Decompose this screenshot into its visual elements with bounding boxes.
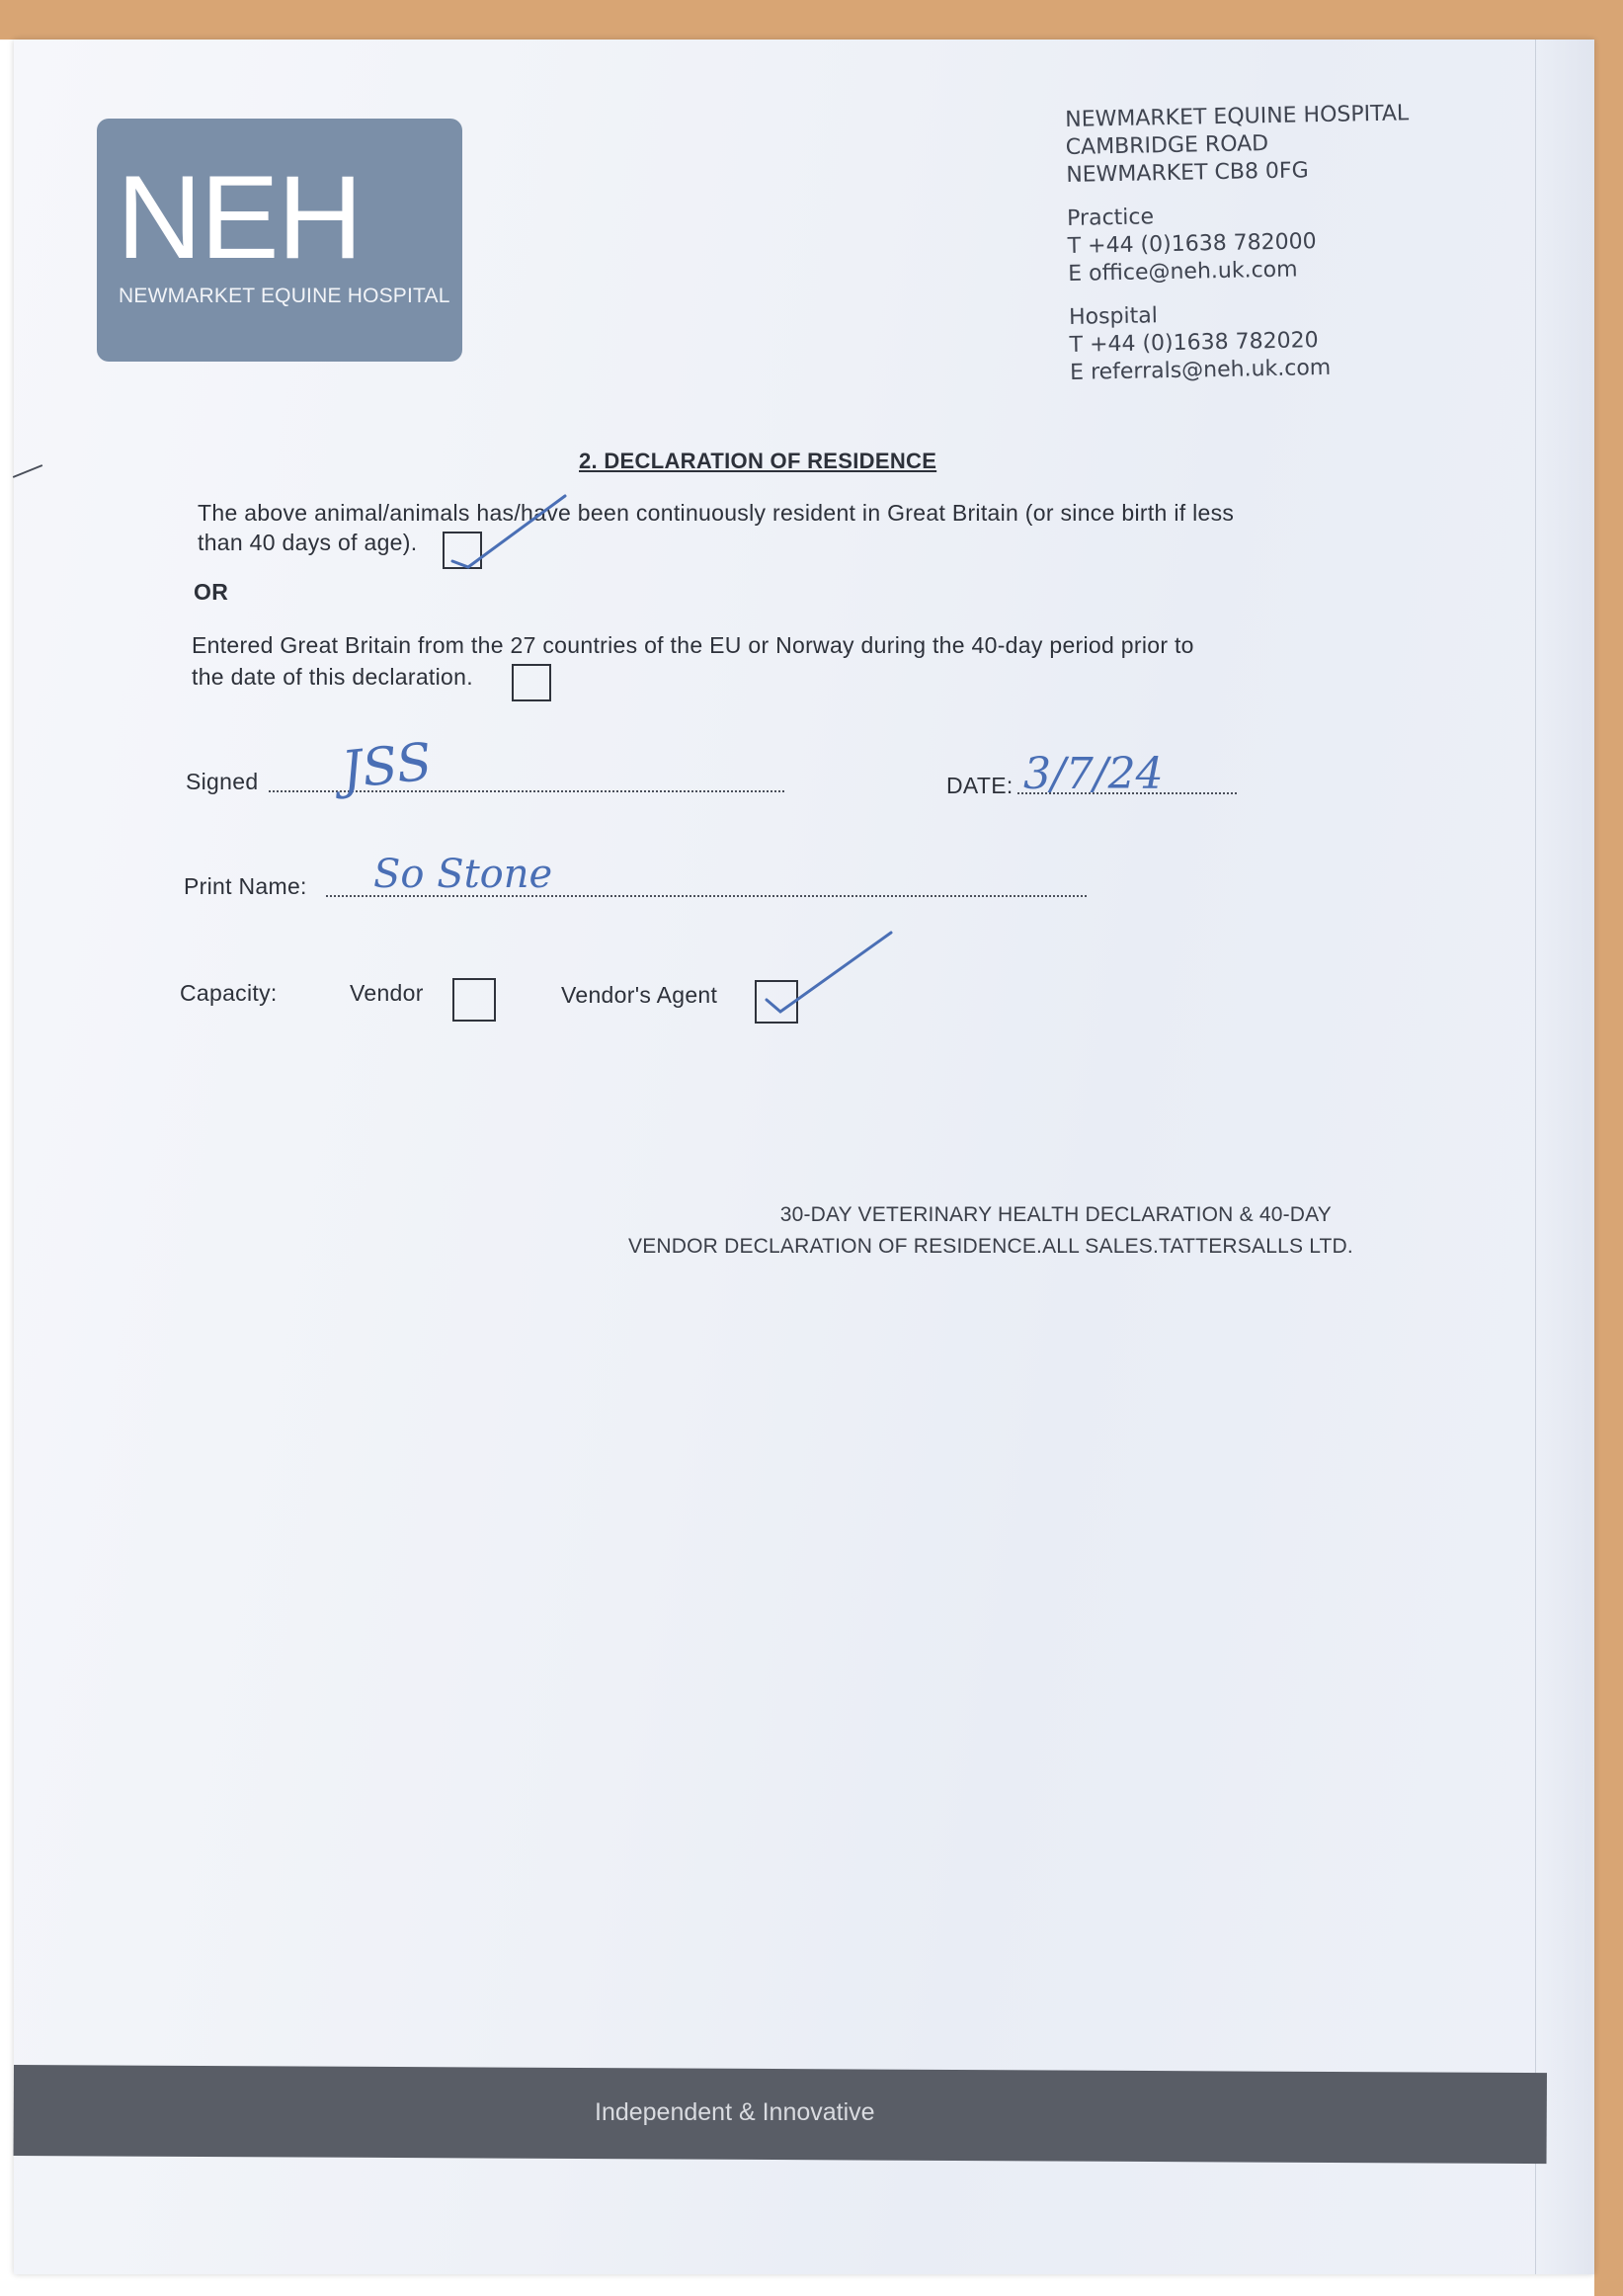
hospital-email: E referrals@neh.uk.com <box>1069 355 1332 385</box>
town: NEWMARKET CB8 0FG <box>1066 158 1309 188</box>
date-handwriting: 3/7/24 <box>1023 749 1164 799</box>
hospital-label: Hospital <box>1068 303 1159 330</box>
hospital-contact <box>1069 297 1415 387</box>
section-heading: 2. DECLARATION OF RESIDENCE <box>579 449 937 473</box>
vendor-label: Vendor <box>350 980 424 1006</box>
form-reference-line2: VENDOR DECLARATION OF RESIDENCE.ALL SALES.TATTERSALLS LTD. <box>628 1235 1353 1258</box>
table-edge-right <box>1594 0 1623 2296</box>
print-name-label: Print Name: <box>184 873 307 899</box>
sheet-fold-line <box>1535 40 1536 2274</box>
vendors-agent-label: Vendor's Agent <box>561 982 718 1008</box>
postal-address <box>1065 100 1411 190</box>
signed-label: Signed <box>186 769 259 794</box>
address-block <box>1065 100 1415 403</box>
or-separator: OR <box>194 579 229 605</box>
option2-line2: the date of this declaration. <box>192 664 473 690</box>
neh-logo <box>97 119 462 362</box>
option1-line2: than 40 days of age). <box>198 530 418 555</box>
table-edge-top <box>0 0 1623 40</box>
logo-subtitle: NEWMARKET EQUINE HOSPITAL <box>119 285 450 307</box>
hospital-name: NEWMARKET EQUINE HOSPITAL <box>1065 101 1410 132</box>
form-reference-line1: 30-DAY VETERINARY HEALTH DECLARATION & 40-DAY <box>779 1203 1332 1226</box>
option2-checkbox[interactable] <box>512 664 551 701</box>
signature-handwriting: JSS <box>339 732 436 801</box>
practice-label: Practice <box>1066 205 1155 231</box>
sheet-fold-shadow <box>1533 40 1594 2274</box>
practice-email: E office@neh.uk.com <box>1068 257 1298 287</box>
practice-contact <box>1067 199 1413 288</box>
print-name-handwriting: So Stone <box>373 852 553 897</box>
form-reference-note <box>628 1199 1353 1263</box>
vendor-checkbox[interactable] <box>452 978 496 1022</box>
option1-line1: The above animal/animals has/have been continuously resident in Great Britain (or since birth if less <box>198 500 1235 526</box>
street: CAMBRIDGE ROAD <box>1065 131 1269 160</box>
hospital-phone: T +44 (0)1638 782020 <box>1069 328 1319 358</box>
vendors-agent-checkmark <box>761 927 899 1025</box>
logo-wordmark: NEH <box>117 151 362 284</box>
footer-tagline: Independent & Innovative <box>595 2098 875 2126</box>
option2-line1: Entered Great Britain from the 27 countries of the EU or Norway during the 40-day period prior to <box>192 632 1194 658</box>
practice-phone: T +44 (0)1638 782000 <box>1067 229 1317 259</box>
capacity-label: Capacity: <box>180 980 278 1006</box>
date-label: DATE: <box>946 773 1014 798</box>
option1-checkmark <box>446 488 575 573</box>
